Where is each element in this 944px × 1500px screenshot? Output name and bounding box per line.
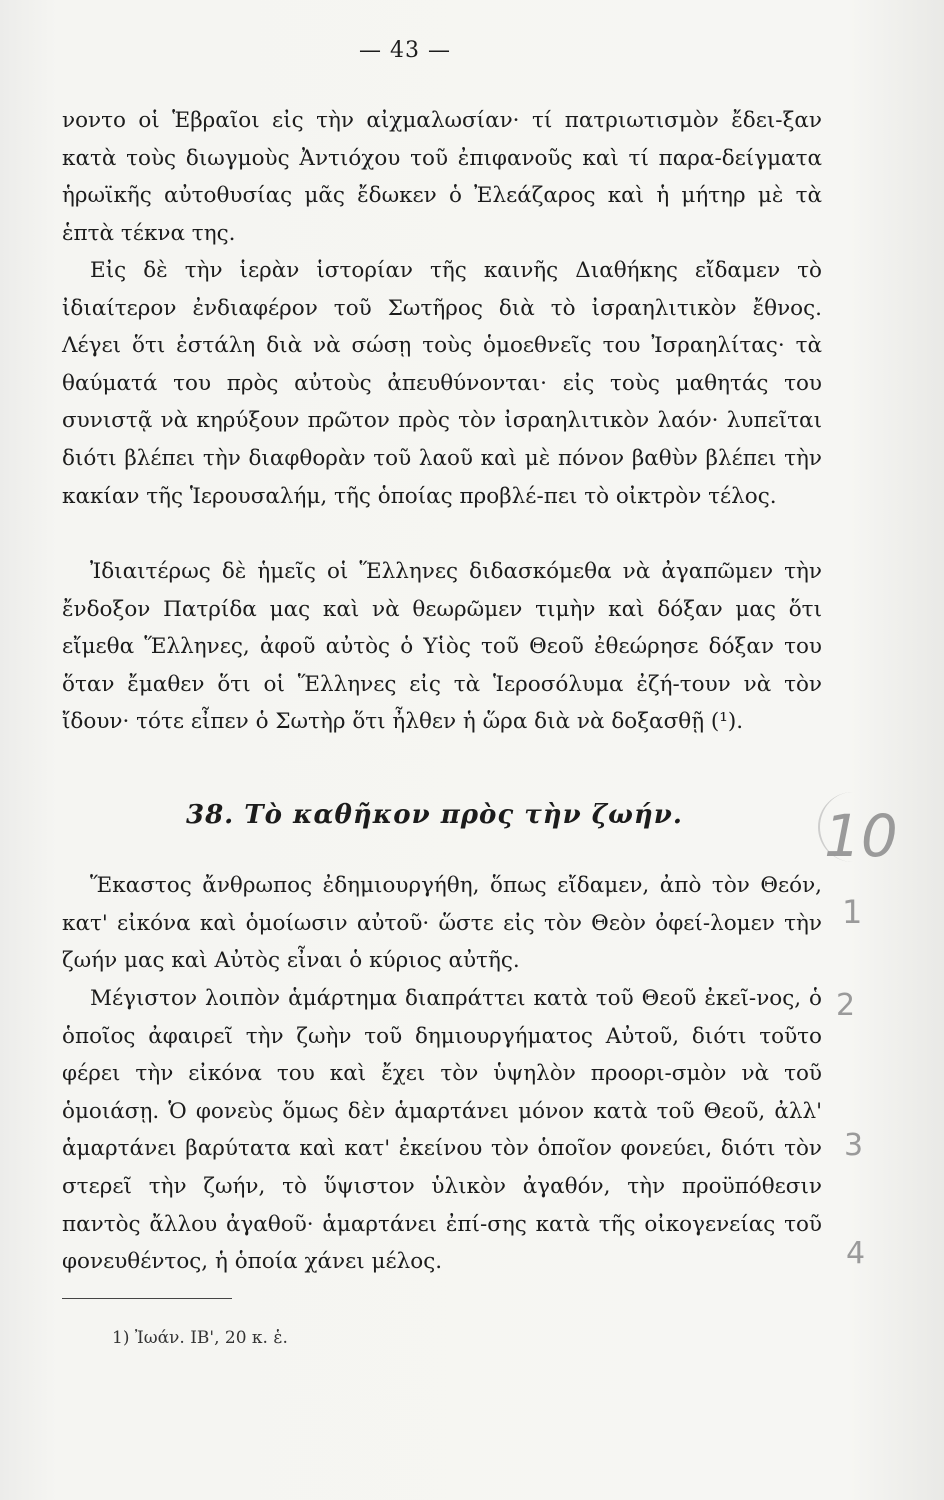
margin-note-1: 1 bbox=[842, 893, 863, 931]
margin-note-3: 3 bbox=[844, 1128, 864, 1163]
margin-note-4: 4 bbox=[846, 1236, 866, 1271]
margin-note-2: 2 bbox=[836, 988, 856, 1023]
paragraph-2-text: Εἰς δὲ τὴν ἱερὰν ἱστορίαν τῆς καινῆς Διαθήκης εἴδαμεν τὸ ἰδιαίτερον ἐνδιαφέρον τοῦ Σωτῆρος διὰ τὸ ἰσραηλιτικὸν ἔθνος. Λέγει ὅτι ἐστάλη διὰ νὰ σώσῃ τοὺς ὁμοεθνεῖς του Ἰσραηλίτας· τὰ θαύματά του πρὸς αὐτοὺς ἀπευθύνονται· εἰς τοὺς μαθητάς του συνιστᾷ νὰ κηρύξουν πρῶτον πρὸς τὸν ἰσραηλιτικὸν λαόν· λυπεῖται διότι βλέπει τὴν διαφθορὰν τοῦ λαοῦ καὶ μὲ πόνον βαθὺν βλέπει τὴν κακίαν τῆς Ἱερουσαλήμ, τῆς ὁποίας προβλέ-πει τὸ οἰκτρὸν τέλος. bbox=[62, 258, 822, 509]
footnote-divider bbox=[62, 1298, 232, 1299]
paragraph-4-text: Ἕκαστος ἄνθρωπος ἐδημιουργήθη, ὅπως εἴδαμεν, ἀπὸ τὸν Θεόν, κατ' εἰκόνα καὶ ὁμοίωσιν αὐτοῦ· ὥστε εἰς τὸν Θεὸν ὀφεί-λομεν τὴν ζωήν μας καὶ Αὐτὸς εἶναι ὁ κύριος αὐτῆς. bbox=[62, 873, 822, 974]
paragraph-5 bbox=[62, 980, 822, 1281]
page-number: — 43 — bbox=[359, 38, 451, 63]
paragraph-3 bbox=[62, 553, 822, 741]
paragraph-2 bbox=[62, 252, 822, 515]
margin-note-bracket-number: 10 bbox=[824, 802, 898, 870]
paragraph-1 bbox=[62, 102, 822, 252]
paragraph-3-text: Ἰδιαιτέρως δὲ ἡμεῖς οἱ Ἕλληνες διδασκόμεθα νὰ ἀγαπῶμεν τὴν ἔνδοξον Πατρίδα μας καὶ νὰ θεωρῶμεν τιμὴν καὶ δόξαν μας ὅτι εἴμεθα Ἕλληνες, ἀφοῦ αὐτὸς ὁ Υἱὸς τοῦ Θεοῦ ἐθεώρησε δόξαν του ὅταν ἔμαθεν ὅτι οἱ Ἕλληνες εἰς τὰ Ἱεροσόλυμα ἐζή-τουν νὰ τὸν ἴδουν· τότε εἶπεν ὁ Σωτὴρ ὅτι ἦλθεν ἡ ὥρα διὰ νὰ δοξασθῇ (¹). bbox=[62, 559, 822, 735]
paragraph-5-text: Μέγιστον λοιπὸν ἁμάρτημα διαπράττει κατὰ τοῦ Θεοῦ ἐκεῖ-νος, ὁ ὁποῖος ἀφαιρεῖ τὴν ζωὴν τοῦ δημιουργήματος Αὐτοῦ, διότι τοῦτο φέρει τὴν εἰκόνα του καὶ ἔχει τὸν ὑψηλὸν προορι-σμὸν νὰ τοῦ ὁμοιάσῃ. Ὁ φονεὺς ὅμως δὲν ἁμαρτάνει μόνον κατὰ τοῦ Θεοῦ, ἀλλ' ἁμαρτάνει βαρύτατα καὶ κατ' ἐκείνου τὸν ὁποῖον φονεύει, διότι τὸν στερεῖ τὴν ζωήν, τὸ ὕψιστον ὑλικὸν ἀγαθόν, τὴν προϋπόθεσιν παντὸς ἄλλου ἀγαθοῦ· ἁμαρτάνει ἐπί-σης κατὰ τῆς οἰκογενείας τοῦ φονευθέντος, ἡ ὁποία χάνει μέλος. bbox=[62, 986, 822, 1275]
paragraph-1-text: νοντο οἱ Ἑβραῖοι εἰς τὴν αἰχμαλωσίαν· τί πατριωτισμὸν ἔδει-ξαν κατὰ τοὺς διωγμοὺς Ἀντιόχου τοῦ ἐπιφανοῦς καὶ τί παρα-δείγματα ἡρωϊκῆς αὐτοθυσίας μᾶς ἔδωκεν ὁ Ἐλεάζαρος καὶ ἡ μήτηρ μὲ τὰ ἑπτὰ τέκνα της. bbox=[62, 108, 822, 246]
paragraph-4 bbox=[62, 867, 822, 980]
footnote: 1) Ἰωάν. ΙΒ', 20 κ. ἑ. bbox=[112, 1328, 288, 1348]
section-heading: 38. Τὸ καθῆκον πρὸς τὴν ζωήν. bbox=[186, 800, 683, 830]
